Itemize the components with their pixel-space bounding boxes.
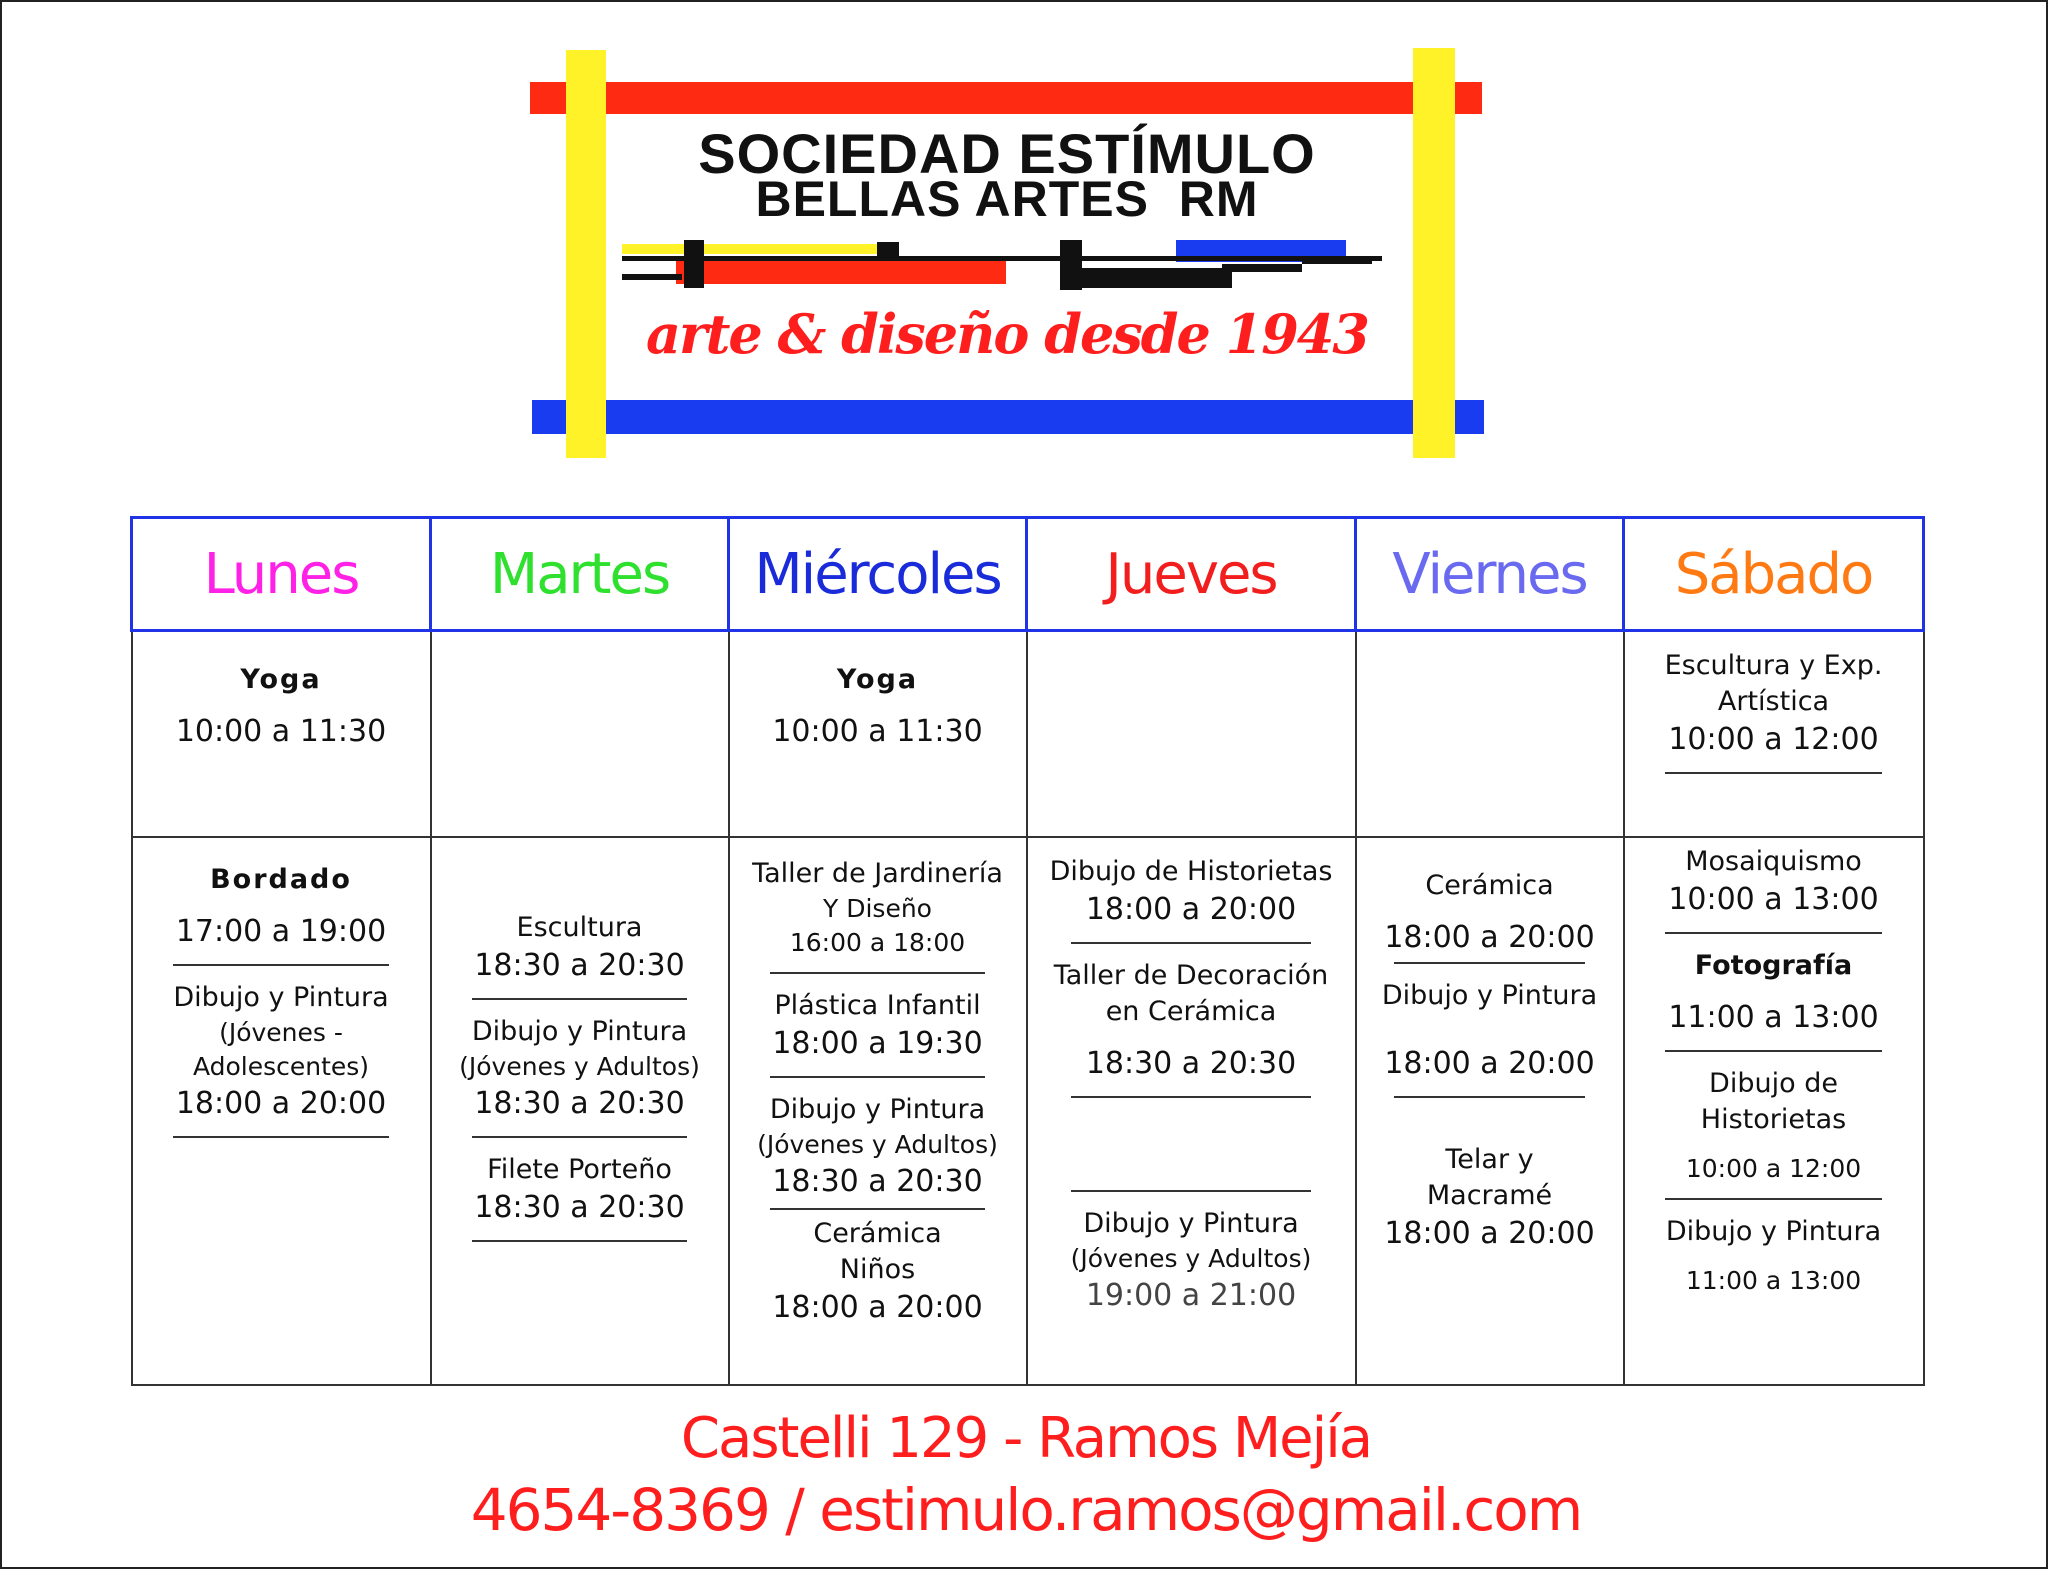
- class-time: 18:30 a 20:30: [1085, 1046, 1297, 1081]
- cell-lunes-afternoon: [132, 837, 431, 1385]
- class-time: 18:00 a 20:00: [1384, 1216, 1595, 1251]
- cell-sabado-morning: [1624, 631, 1924, 838]
- cell-sabado-afternoon: [1624, 837, 1924, 1385]
- separator-line: [472, 1136, 687, 1138]
- class-subtitle: Macramé: [1426, 1180, 1553, 1211]
- logo: [2, 2, 2048, 472]
- day-header-martes: Martes: [431, 518, 729, 631]
- class-name: Dibujo y Pintura: [1381, 980, 1598, 1011]
- class-name: Taller de Decoración: [1053, 960, 1329, 991]
- logo-brush-graphic: [622, 238, 1382, 292]
- class-name: Yoga: [240, 664, 322, 695]
- class-subtitle: Y Diseño: [823, 894, 932, 923]
- cell-miercoles-morning: [729, 631, 1027, 838]
- separator-line: [1071, 1096, 1310, 1098]
- class-name: Dibujo y Pintura: [471, 1016, 688, 1047]
- cell-martes-morning: [431, 631, 729, 838]
- separator-line: [1394, 1096, 1586, 1098]
- class-name: Dibujo y Pintura: [769, 1094, 986, 1125]
- class-time: 18:00 a 19:30: [772, 1026, 983, 1061]
- class-name: Dibujo de Historietas: [1049, 856, 1333, 887]
- class-entry: [143, 662, 420, 752]
- separator-line: [1071, 1190, 1310, 1192]
- class-time: 18:00 a 20:00: [772, 1290, 983, 1325]
- cell-viernes-morning: [1356, 631, 1624, 838]
- separator-line: [173, 1136, 389, 1138]
- class-entry: [1038, 1206, 1345, 1316]
- class-entry: [1635, 948, 1913, 1038]
- class-time: 18:00 a 20:00: [1384, 920, 1595, 955]
- class-time: 16:00 a 18:00: [789, 928, 966, 957]
- class-time: 11:00 a 13:00: [1668, 1000, 1879, 1035]
- class-name: Fotografía: [1694, 950, 1853, 981]
- class-subtitle: Artística: [1717, 686, 1830, 717]
- separator-line: [1665, 1198, 1882, 1200]
- class-subtitle: (Jóvenes y Adultos): [459, 1052, 700, 1081]
- class-name: Escultura y Exp.: [1664, 650, 1883, 681]
- class-name: Dibujo y Pintura: [1083, 1208, 1299, 1239]
- class-time: 18:30 a 20:30: [474, 1086, 685, 1121]
- class-entry: [1038, 854, 1345, 930]
- class-time: 18:00 a 20:00: [1085, 892, 1297, 927]
- class-time: 18:00 a 20:00: [1384, 1046, 1595, 1081]
- cell-jueves-morning: [1027, 631, 1356, 838]
- class-name: Escultura: [516, 912, 643, 943]
- separator-line: [1394, 962, 1586, 964]
- class-subtitle: (Jóvenes y Adultos): [1070, 1244, 1312, 1273]
- separator-line: [770, 1076, 985, 1078]
- class-name: Plástica Infantil: [774, 990, 981, 1021]
- separator-line: [1665, 772, 1882, 774]
- class-name: Telar y: [1445, 1144, 1534, 1175]
- separator-line: [770, 972, 985, 974]
- class-subtitle: en Cerámica: [1105, 996, 1277, 1027]
- class-name: Taller de Jardinería: [752, 858, 1003, 889]
- class-entry: [442, 1014, 718, 1124]
- day-header-sabado: Sábado: [1624, 518, 1924, 631]
- separator-line: [472, 998, 687, 1000]
- class-entry: [740, 662, 1016, 752]
- logo-red-bar: [530, 82, 1482, 114]
- footer-address: Castelli 129 - Ramos Mejía: [680, 1406, 1372, 1471]
- afternoon-row: [132, 837, 1924, 1385]
- logo-title-line2: BELLAS ARTES RM: [755, 171, 1259, 227]
- class-entry: [1367, 1142, 1613, 1254]
- class-time: 10:00 a 12:00: [1685, 1154, 1862, 1183]
- class-time: 10:00 a 11:30: [772, 714, 983, 749]
- class-subtitle: (Jóvenes y Adultos): [757, 1130, 998, 1159]
- logo-title-line1: SOCIEDAD ESTÍMULO: [698, 122, 1316, 185]
- separator-line: [1071, 942, 1310, 944]
- class-time: 18:30 a 20:30: [474, 1190, 685, 1225]
- class-entry: [740, 1092, 1016, 1202]
- class-entry: [1635, 844, 1913, 920]
- class-time: 19:00 a 21:00: [1085, 1278, 1297, 1313]
- separator-line: [472, 1240, 687, 1242]
- schedule-table: [130, 516, 1925, 1386]
- logo-yellow-bar-right: [1413, 48, 1455, 458]
- class-time: 18:30 a 20:30: [474, 948, 685, 983]
- cell-martes-afternoon: [431, 837, 729, 1385]
- class-time: 10:00 a 11:30: [175, 714, 387, 749]
- cell-viernes-afternoon: [1356, 837, 1624, 1385]
- class-subtitle: Niños: [839, 1254, 916, 1285]
- class-entry: [740, 988, 1016, 1064]
- class-entry: [1635, 648, 1913, 760]
- separator-line: [1665, 1050, 1882, 1052]
- separator-line: [770, 1208, 985, 1210]
- cell-lunes-morning: [132, 631, 431, 838]
- class-entry: [1367, 978, 1613, 1084]
- class-name: Mosaiquismo: [1685, 846, 1862, 877]
- separator-line: [1665, 932, 1882, 934]
- class-name: Cerámica: [813, 1218, 942, 1249]
- cell-jueves-afternoon: [1027, 837, 1356, 1385]
- class-name: Bordado: [210, 864, 352, 895]
- class-time: 11:00 a 13:00: [1685, 1266, 1862, 1295]
- logo-yellow-bar-left: [566, 50, 606, 458]
- separator-line: [173, 964, 389, 966]
- class-time: 17:00 a 19:00: [175, 914, 387, 949]
- logo-slogan: arte & diseño desde 1943: [646, 302, 1368, 366]
- cell-miercoles-afternoon: [729, 837, 1027, 1385]
- day-header-lunes: Lunes: [132, 518, 431, 631]
- class-name: Cerámica: [1425, 870, 1554, 901]
- day-header-miercoles: Miércoles: [729, 518, 1027, 631]
- class-time: 10:00 a 13:00: [1668, 882, 1879, 917]
- class-subtitle: (Jóvenes - Adolescentes): [192, 1018, 370, 1081]
- class-entry: [1635, 1214, 1913, 1298]
- day-header-row: [132, 518, 1924, 631]
- class-name: Dibujo y Pintura: [1665, 1216, 1882, 1247]
- class-entry: [1038, 958, 1345, 1084]
- class-name: Dibujo de Historietas: [1700, 1068, 1847, 1135]
- class-entry: [1367, 868, 1613, 958]
- class-name: Filete Porteño: [487, 1154, 672, 1185]
- day-header-jueves: Jueves: [1027, 518, 1356, 631]
- class-entry: [1635, 1066, 1913, 1186]
- logo-blue-bar: [532, 400, 1484, 434]
- class-name: Dibujo y Pintura: [173, 982, 389, 1013]
- morning-row: [132, 631, 1924, 838]
- class-time: 18:00 a 20:00: [175, 1086, 387, 1121]
- class-entry: [143, 862, 420, 952]
- class-entry: [740, 856, 1016, 960]
- class-name: Yoga: [836, 664, 919, 695]
- footer-contact: 4654-8369 / estimulo.ramos@gmail.com: [470, 1476, 1582, 1544]
- day-header-viernes: Viernes: [1356, 518, 1624, 631]
- class-time: 18:30 a 20:30: [772, 1164, 983, 1199]
- class-entry: [442, 910, 718, 986]
- class-entry: [442, 1152, 718, 1228]
- class-entry: [740, 1216, 1016, 1328]
- class-time: 10:00 a 12:00: [1668, 722, 1879, 757]
- class-entry: [143, 980, 420, 1124]
